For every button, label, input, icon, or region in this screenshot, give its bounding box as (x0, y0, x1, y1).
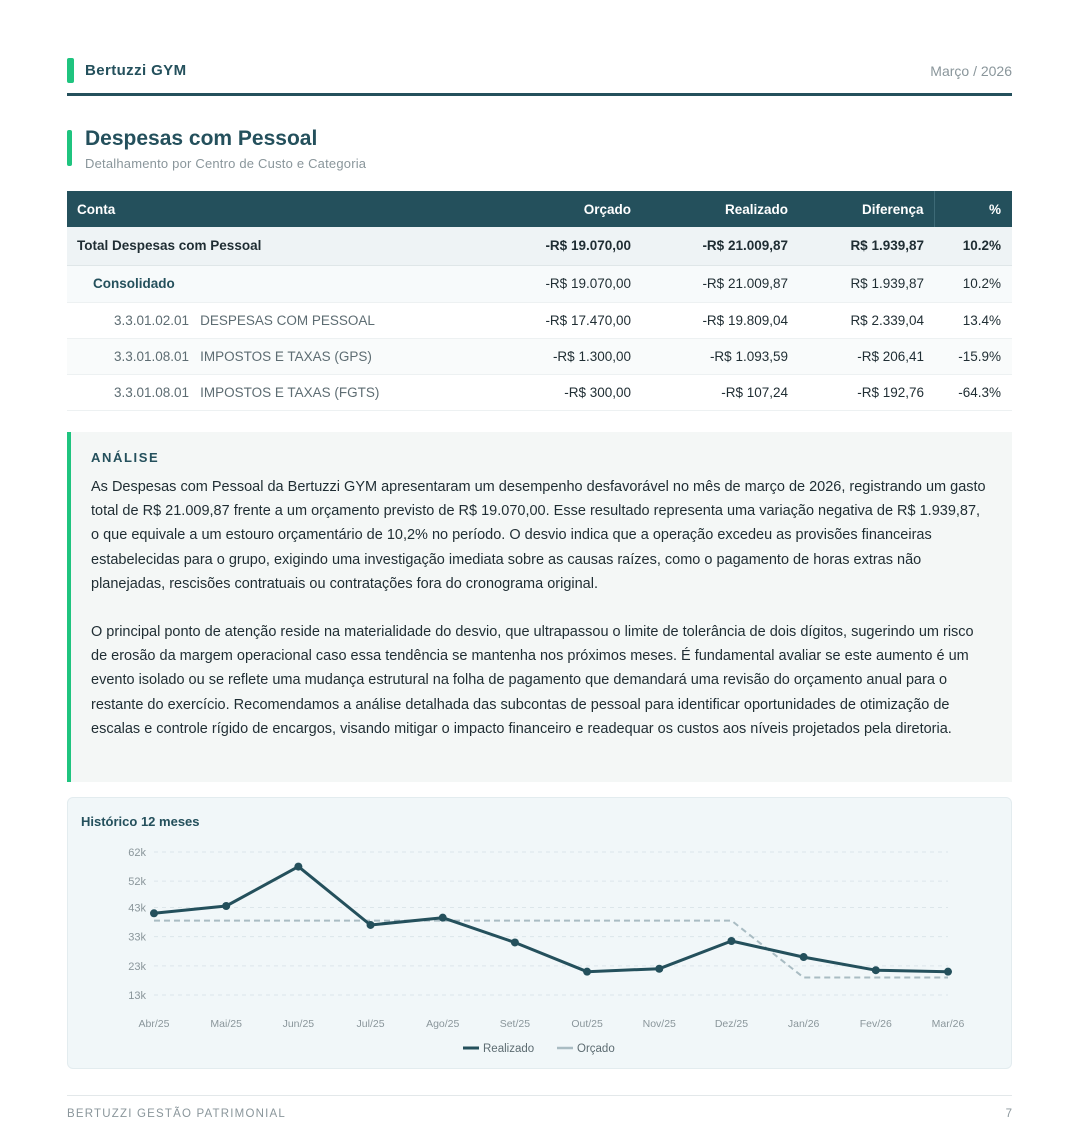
analysis-title: ANÁLISE (91, 450, 160, 465)
group-orcado: -R$ 19.070,00 (477, 265, 641, 302)
x-tick-label: Fev/26 (859, 1018, 892, 1030)
x-tick-label: Jul/25 (356, 1018, 385, 1030)
group-realizado: -R$ 21.009,87 (641, 265, 798, 302)
report-period: Março / 2026 (930, 63, 1012, 79)
analysis-box (67, 432, 1012, 782)
data-point (511, 938, 519, 946)
row-pct: -15.9% (934, 338, 1012, 374)
column-header-diferenca: Diferença (798, 191, 934, 227)
data-point (294, 863, 302, 871)
data-point (655, 965, 663, 973)
y-tick-label: 13k (128, 990, 146, 1002)
account-cell (67, 338, 477, 374)
expenses-table (67, 191, 1012, 411)
account-label: DESPESAS COM PESSOAL (200, 312, 375, 328)
x-tick-label: Mar/26 (931, 1018, 965, 1030)
group-pct: 10.2% (934, 265, 1012, 302)
data-point (800, 953, 808, 961)
table-row (67, 374, 1012, 410)
y-tick-label: 43k (128, 902, 146, 915)
group-label: Consolidado (67, 265, 477, 302)
x-tick-label: Jun/25 (282, 1018, 315, 1030)
account-cell (67, 302, 477, 338)
account-label: IMPOSTOS E TAXAS (FGTS) (200, 384, 380, 400)
x-tick-label: Jan/26 (787, 1018, 820, 1030)
row-realizado: -R$ 1.093,59 (641, 338, 798, 374)
total-label: Total Despesas com Pessoal (67, 227, 477, 265)
row-diferenca: R$ 2.339,04 (798, 302, 934, 338)
x-tick-label: Mai/25 (210, 1018, 242, 1030)
group-diferenca: R$ 1.939,87 (798, 265, 934, 302)
history-chart-card (67, 797, 1012, 1069)
report-header (67, 58, 1012, 96)
table-row (67, 302, 1012, 338)
account-code: 3.3.01.08.01 (114, 348, 190, 364)
column-header-orcado: Orçado (477, 191, 641, 227)
column-header-realizado: Realizado (641, 191, 798, 227)
y-tick-label: 23k (128, 960, 146, 973)
data-point (727, 937, 735, 945)
section-title: Despesas com Pessoal (85, 127, 318, 150)
y-tick-label: 62k (128, 847, 146, 859)
legend-label: Orçado (577, 1043, 615, 1055)
section-accent-bar (67, 130, 72, 166)
row-orcado: -R$ 300,00 (477, 374, 641, 410)
account-cell (67, 374, 477, 410)
data-point (150, 909, 158, 917)
row-orcado: -R$ 17.470,00 (477, 302, 641, 338)
column-header-conta: Conta (67, 191, 477, 227)
total-pct: 10.2% (934, 227, 1012, 265)
x-tick-label: Out/25 (571, 1018, 603, 1030)
data-point (583, 968, 591, 976)
page-number: 7 (1005, 1108, 1012, 1120)
row-orcado: -R$ 1.300,00 (477, 338, 641, 374)
section-subtitle: Detalhamento por Centro de Custo e Categoria (85, 156, 367, 171)
row-pct: 13.4% (934, 302, 1012, 338)
table-header-row (67, 191, 1012, 227)
account-code: 3.3.01.08.01 (114, 384, 190, 400)
total-row (67, 227, 1012, 265)
data-point (944, 968, 952, 976)
history-line-chart (68, 798, 1011, 1068)
group-row (67, 265, 1012, 302)
y-tick-label: 33k (128, 931, 146, 944)
footer-divider (67, 1095, 1012, 1096)
row-diferenca: -R$ 192,76 (798, 374, 934, 410)
brand-name: Bertuzzi GYM (85, 62, 187, 79)
y-tick-label: 52k (128, 876, 146, 889)
legend-label: Realizado (483, 1043, 535, 1055)
data-point (222, 902, 230, 910)
total-realizado: -R$ 21.009,87 (641, 227, 798, 265)
account-label: IMPOSTOS E TAXAS (GPS) (200, 348, 372, 364)
analysis-paragraph: As Despesas com Pessoal da Bertuzzi GYM apresentaram um desempenho desfavorável no mês de março de 2026, registrando um gasto total de R$ 21.009,87 frente a um orçamento previsto de R$ 19.070,00. Esse resultado representa uma variação negativa de R$ 1.939,87, o que equivale a um estouro orçamentário de 10,2% no período. O desvio indica que a operação excedeu as provisões financeiras estabelecidas para o grupo, exigindo uma investigação imediata sobre as causas raízes, como o pagamento de horas extras não planejadas, rescisões contratuais ou contratações fora do cronograma original. (91, 479, 986, 592)
footer-company: BERTUZZI GESTÃO PATRIMONIAL (67, 1108, 286, 1120)
total-diferenca: R$ 1.939,87 (798, 227, 934, 265)
series-line-orcado (154, 921, 948, 978)
x-tick-label: Dez/25 (714, 1018, 749, 1030)
series-line-realizado (154, 867, 948, 972)
row-pct: -64.3% (934, 374, 1012, 410)
data-point (439, 914, 447, 922)
analysis-paragraph: O principal ponto de atenção reside na materialidade do desvio, que ultrapassou o limite de tolerância de dois dígitos, sugerindo um risco de erosão da margem operacional caso essa tendência se mantenha nos próximos meses. É fundamental avaliar se este aumento é um evento isolado ou se reflete uma mudança estrutural na folha de pagamento que demandará uma revisão do orçamento anual para o restante do exercício. Recomendamos a análise detalhada das subcontas de pessoal para identificar oportunidades de otimização de escalas e controle rígido de encargos, visando mitigar o impacto financeiro e readequar os custos aos níveis projetados pela diretoria. (91, 624, 974, 737)
total-orcado: -R$ 19.070,00 (477, 227, 641, 265)
chart-title: Histórico 12 meses (81, 814, 200, 829)
x-tick-label: Nov/25 (642, 1018, 676, 1030)
data-point (872, 966, 880, 974)
table-row (67, 338, 1012, 374)
data-point (367, 921, 375, 929)
row-diferenca: -R$ 206,41 (798, 338, 934, 374)
account-code: 3.3.01.02.01 (114, 312, 190, 328)
row-realizado: -R$ 19.809,04 (641, 302, 798, 338)
x-tick-label: Set/25 (499, 1018, 531, 1030)
row-realizado: -R$ 107,24 (641, 374, 798, 410)
x-tick-label: Ago/25 (426, 1018, 460, 1030)
column-header-pct: % (934, 191, 1012, 227)
x-tick-label: Abr/25 (138, 1018, 170, 1030)
brand-accent-bar (67, 58, 74, 83)
